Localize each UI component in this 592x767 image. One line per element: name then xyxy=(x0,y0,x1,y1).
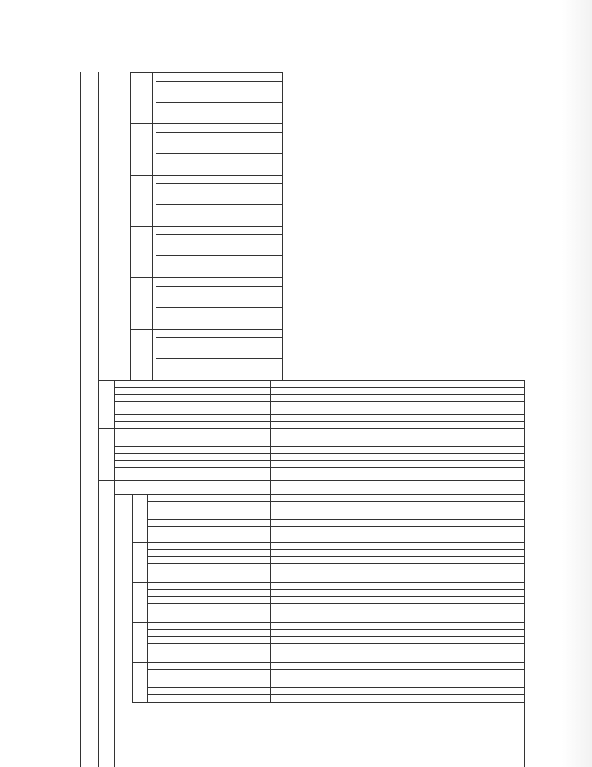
entry-num-column xyxy=(132,542,133,582)
entry-row-border xyxy=(147,556,524,557)
section-column-border xyxy=(98,72,99,767)
entry-label-column xyxy=(147,622,148,662)
entry-label-column xyxy=(147,582,148,622)
entry-border xyxy=(132,582,524,583)
entry-value-column xyxy=(270,622,271,662)
field-underline xyxy=(156,81,282,82)
field-underline xyxy=(156,255,282,256)
upper-row-border xyxy=(130,72,282,73)
entry-border xyxy=(132,622,524,623)
field-underline xyxy=(156,132,282,133)
field-underline xyxy=(156,286,282,287)
row-border-2-1 xyxy=(114,401,524,402)
entry-border xyxy=(132,702,524,703)
entry-row-border xyxy=(147,643,524,644)
entry-row-border xyxy=(147,589,524,590)
subsection-border xyxy=(98,480,524,481)
entry-num-column xyxy=(132,494,133,542)
entry-label-column xyxy=(147,662,148,702)
value-column-border-2-2 xyxy=(270,428,271,480)
row-border-2-1 xyxy=(114,414,524,415)
upper-row-border xyxy=(130,175,282,176)
entry-row-border xyxy=(147,501,524,502)
entry-row-border xyxy=(147,563,524,564)
row-border-2-1 xyxy=(114,394,524,395)
entry-row-border xyxy=(147,596,524,597)
row-border-2-1 xyxy=(114,421,524,422)
field-underline xyxy=(156,153,282,154)
entry-num-column xyxy=(132,622,133,662)
sheet-edge-shadow xyxy=(562,0,592,767)
entry-row-border xyxy=(147,519,524,520)
entry-value-column xyxy=(270,662,271,702)
entry-row-border xyxy=(147,603,524,604)
entry-row-border xyxy=(147,549,524,550)
field-underline xyxy=(156,307,282,308)
row-border-2-2 xyxy=(114,467,524,468)
upper-row-border xyxy=(130,277,282,278)
entry-row-border xyxy=(147,636,524,637)
entry-row-border xyxy=(147,629,524,630)
entry-num-column xyxy=(132,582,133,622)
value-column-border-2-1 xyxy=(270,380,271,428)
header-value-column xyxy=(270,480,271,494)
upper-row-border xyxy=(130,226,282,227)
row-border-2-2 xyxy=(114,446,524,447)
entry-value-column xyxy=(270,542,271,582)
field-underline xyxy=(156,337,282,338)
entry-row-border xyxy=(147,526,524,527)
entry-row-border xyxy=(147,687,524,688)
entry-row-border xyxy=(147,669,524,670)
entry-value-column xyxy=(270,582,271,622)
header-border-2-3 xyxy=(114,494,524,495)
section2-right-border xyxy=(524,380,525,767)
upper-right-border xyxy=(282,72,283,380)
registry-extract-table xyxy=(72,60,524,767)
field-underline xyxy=(156,234,282,235)
entry-label-column xyxy=(147,542,148,582)
upper-row-border xyxy=(130,123,282,124)
subsection-column-border xyxy=(114,380,115,767)
section2-top-border xyxy=(98,380,524,381)
upper-row-border xyxy=(130,329,282,330)
field-underline xyxy=(156,358,282,359)
field-underline xyxy=(156,183,282,184)
subsection-border xyxy=(98,428,524,429)
row-border-2-1 xyxy=(114,387,524,388)
entry-border xyxy=(132,662,524,663)
entry-border xyxy=(132,542,524,543)
field-underline xyxy=(156,102,282,103)
entry-num-column xyxy=(132,662,133,702)
outer-left-border xyxy=(80,72,81,767)
row-border-2-2 xyxy=(114,460,524,461)
field-underline xyxy=(156,204,282,205)
row-border-2-2 xyxy=(114,453,524,454)
entry-row-border xyxy=(147,694,524,695)
